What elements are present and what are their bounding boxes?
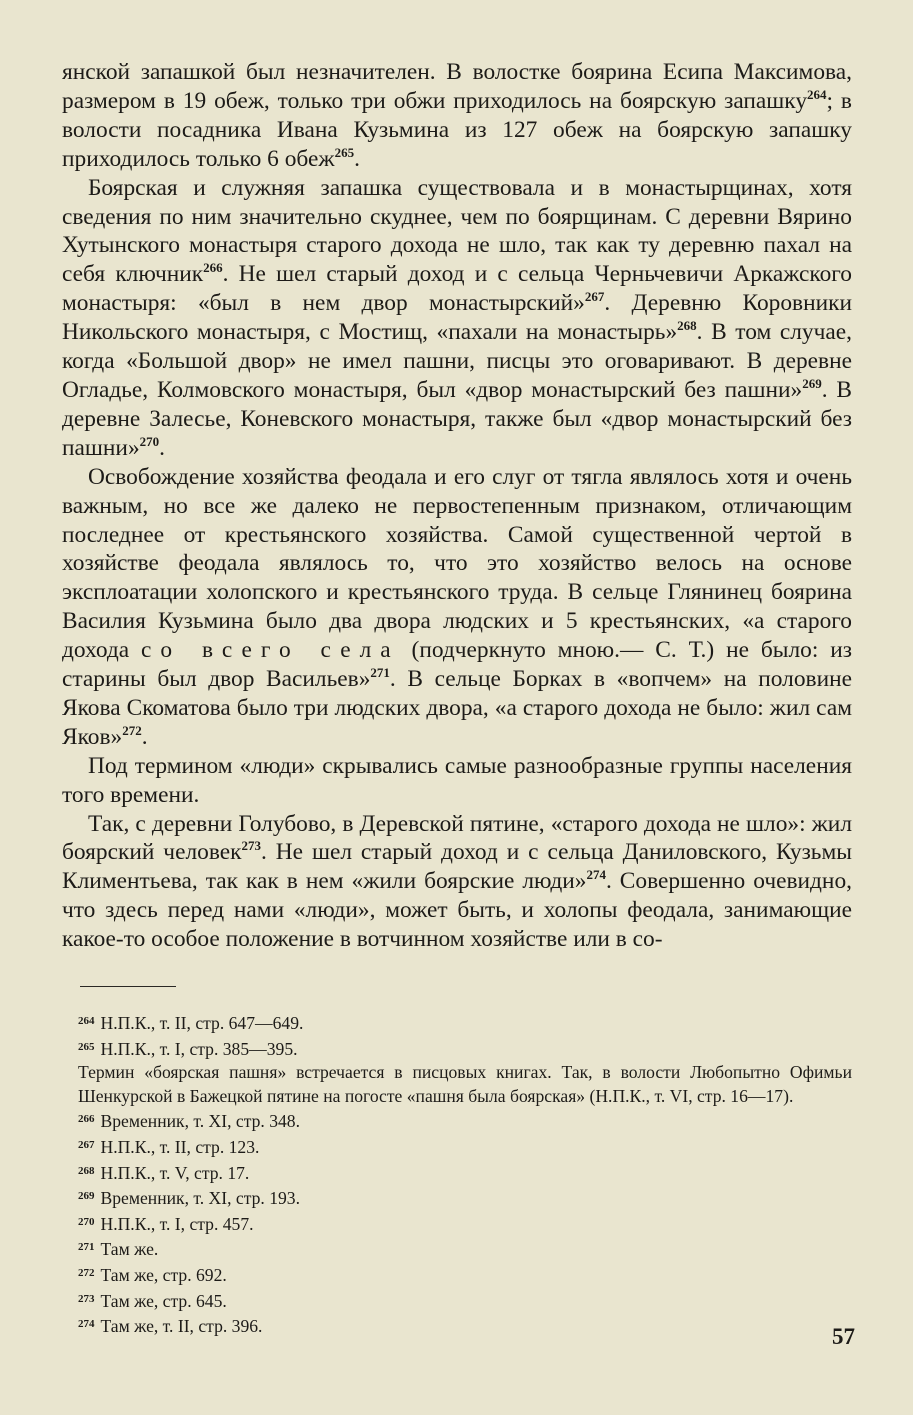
footnote-number: 273 [78, 1292, 95, 1305]
footnote-ref: 272 [122, 722, 142, 738]
footnote-number: 267 [78, 1138, 95, 1151]
footnote-text: Там же. [100, 1239, 159, 1260]
text-run: (подчеркнуто мною.— С. Т.) не было: из старины был двор Васильев» [62, 637, 852, 693]
text-run: . Не шел старый доход и с сельца Даниловского, Кузьмы Климентьева, так как в нем «жили боярские люди» [62, 839, 852, 895]
footnote [78, 1185, 852, 1211]
paragraph-3 [62, 463, 852, 752]
footnote-number: 264 [78, 1015, 95, 1027]
spaced-emphasis: со всего села [141, 637, 400, 664]
footnote [78, 1160, 852, 1186]
footnote-ref: 265 [334, 144, 355, 160]
footnote-ref: 266 [203, 260, 223, 276]
footnote [78, 1134, 852, 1160]
footnote-ref: 267 [584, 289, 605, 305]
footnotes [78, 1010, 852, 1339]
footnote-number: 270 [78, 1215, 95, 1228]
text-run: янской запашкой был незначителен. В волостке боярина Есипа Максимова, размером в 19 обеж, только три обжи приходилось на боярскую запашку [62, 59, 852, 114]
text-run: . Совершенно очевидно, что здесь перед нами «люди», может быть, и холопы феодала, занимающие какое-то особое положение в вотчинном хозяйстве или в со- [62, 868, 852, 953]
footnote-text: Там же, т. II, стр. 396. [100, 1316, 263, 1337]
footnote-ref: 273 [241, 838, 261, 854]
footnote [78, 1211, 852, 1237]
text-run: . [354, 145, 360, 172]
footnote-text: Н.П.К., т. II, стр. 123. [100, 1136, 260, 1157]
footnote-ref: 269 [802, 375, 822, 391]
footnote-number: 266 [78, 1113, 95, 1126]
text-run: Освобождение хозяйства феодала и его слуг от тягла являлось хотя и очень важным, но все же далеко не первостепенным признаком, отличающим последнее от крестьянского хозяйства. Самой существенной чертой в хозяйстве феодала являлось то, что это хозяйство велось на основе эксплоатации холопского и крестьянского труда. В сельце Глянинец боярина Василия Кузьмина было два двора людских и 5 крестьянских, «а старого дохода [62, 463, 852, 664]
text-run: Так, с деревни Голубово, в Деревской пятине, «старого дохода не шло»: жил боярский человек [62, 810, 852, 866]
text-run: . [159, 434, 166, 461]
footnote [78, 1313, 852, 1339]
paragraph-2 [62, 174, 852, 463]
paragraph-1 [62, 58, 852, 174]
footnote-text: Н.П.К., т. I, стр. 457. [100, 1213, 254, 1234]
text-run: . В деревне Залесье, Коневского монастыря, также был «двор монастырский без пашни» [62, 376, 852, 461]
footnote-ref: 270 [139, 433, 160, 449]
footnote-text: Н.П.К., т. V, стр. 17. [100, 1162, 250, 1183]
footnote [78, 1262, 852, 1288]
footnote-text: Временник, т. XI, стр. 348. [100, 1111, 300, 1132]
footnote-number: 271 [78, 1241, 95, 1254]
footnote-number: 268 [78, 1164, 95, 1177]
footnote-text: Временник, т. XI, стр. 193. [100, 1188, 300, 1209]
footnote-number: 269 [78, 1190, 95, 1203]
footnote [78, 1236, 852, 1262]
paragraph-4 [62, 752, 852, 810]
text-run: . В сельце Борках в «вопчем» на половине Якова Скоматова было три людских двора, «а старого дохода не было: жил сам Яков» [62, 666, 852, 750]
footnote-text: Н.П.К., т. I, стр. 385—395. [100, 1038, 298, 1059]
footnote-ref: 271 [370, 665, 390, 681]
footnote [78, 1108, 852, 1134]
paragraph-5 [62, 810, 852, 955]
footnote-number: 265 [78, 1040, 95, 1053]
footnote-paragraph: Термин «боярская пашня» встречается в писцовых книгах. Так, в волости Любопытно Офимьи Шенкурской в Бажецкой пятине на погосте «пашня была боярская» (Н.П.К., т. VI, стр. 16—17). [78, 1062, 852, 1106]
text-run: Под термином «люди» скрывались самые разнообразные группы населения того времени. [62, 752, 852, 808]
footnote [78, 1036, 852, 1062]
text-run: . Не шел старый доход и с сельца Черньчевичи Аркажского монастыря: «был в нем двор монастырский» [62, 261, 852, 317]
text-run: . Деревню Коровники Никольского монастыря, с Мостищ, «пахали на монастырь» [62, 290, 853, 346]
text-run: ; в волости посадника Ивана Кузьмина из 127 обеж на боярскую запашку приходилось только 6 обеж [62, 87, 852, 172]
footnote-divider [80, 986, 176, 987]
footnote-number: 274 [78, 1318, 95, 1331]
footnote-text: Там же, стр. 692. [100, 1264, 227, 1285]
main-text [62, 58, 852, 954]
text-run: . [141, 723, 148, 750]
footnote-text: Там же, стр. 645. [100, 1290, 227, 1311]
footnote [78, 1010, 852, 1036]
footnote-ref: 268 [677, 318, 697, 334]
footnote-ref: 274 [586, 867, 606, 883]
footnote-text: Н.П.К., т. II, стр. 647—649. [100, 1013, 304, 1033]
footnote-number: 272 [78, 1266, 95, 1279]
text-run: . В том случае, когда «Большой двор» не имел пашни, писцы это оговаривают. В деревне Огладье, Колмовского монастыря, был «двор монастырский без пашни» [62, 319, 852, 403]
footnote [78, 1288, 852, 1314]
text-run: Боярская и служняя запашка существовала и в монастырщинах, хотя сведения по ним значительно скуднее, чем по боярщинам. С деревни Вярино Хутынского монастыря старого дохода не шло, так как ту деревню пахал на себя ключник [62, 174, 852, 288]
footnote-ref: 264 [807, 86, 827, 102]
page-number: 57 [832, 1324, 855, 1349]
